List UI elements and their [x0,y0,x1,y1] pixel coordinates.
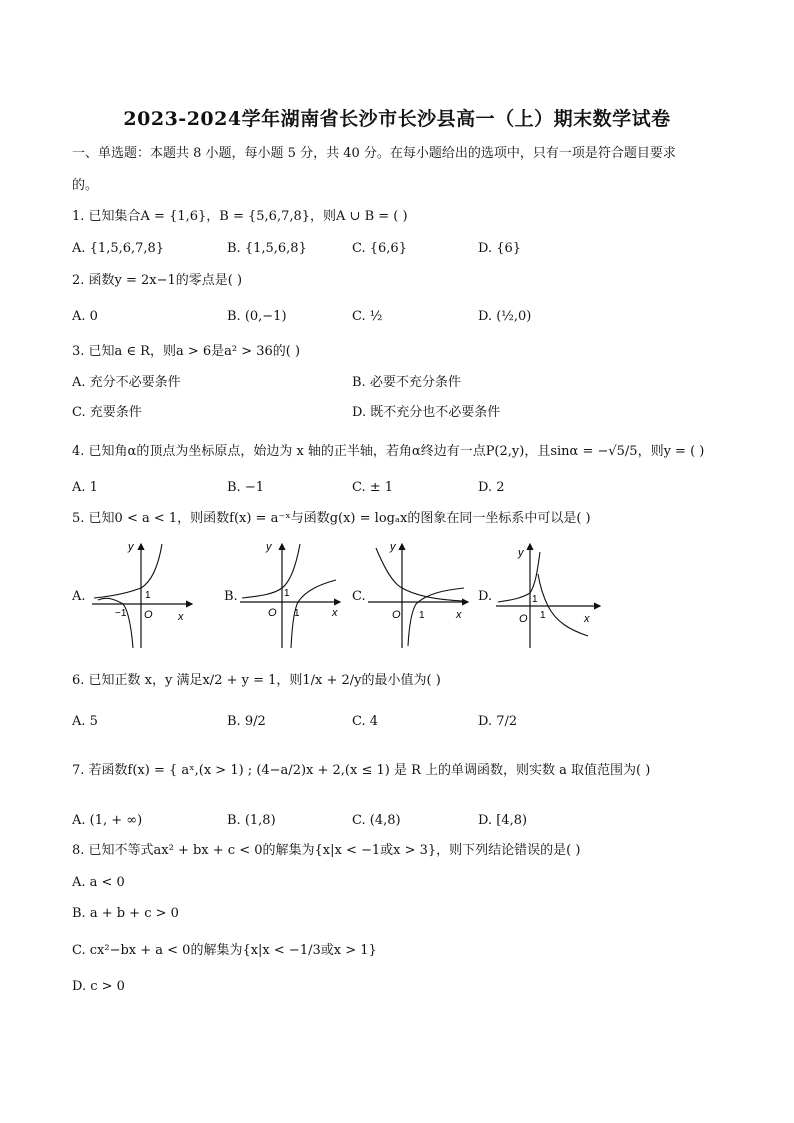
one-label: 1 [145,590,151,601]
question-8-stem: 8. 已知不等式ax² + bx + c < 0的解集为{x|x < −1或x > 3}，则下列结论错误的是( ) [72,843,581,858]
neg-one-label: −1 [115,608,127,619]
q5-graph-c [364,538,474,650]
section-heading-line2: 的。 [72,178,99,193]
q7-option-a: A. (1, + ∞) [72,813,143,828]
q4-option-b: B. −1 [227,480,264,495]
one-x-label: 1 [419,610,425,621]
q5-graph-d [492,538,606,650]
q5-graph-b [236,538,346,650]
y-label: y [266,541,272,553]
q7-option-c: C. (4,8) [352,813,401,828]
q2-option-d: D. (½,0) [478,309,532,324]
q5-option-c: C. [352,589,366,604]
q4-option-d: D. 2 [478,480,505,495]
question-2-stem: 2. 函数y = 2x−1的零点是( ) [72,273,243,288]
x-label: x [456,609,462,621]
section-heading-line1: 一、单选题：本题共 8 小题，每小题 5 分，共 40 分。在每小题给出的选项中，只有一项是符合题目要求 [72,146,676,161]
exp-curve [376,548,464,601]
q3-option-d: D. 既不充分也不必要条件 [352,405,501,420]
q3-option-c: C. 充要条件 [72,405,142,420]
q2-option-b: B. (0,−1) [227,309,287,324]
q3-option-a: A. 充分不必要条件 [72,375,181,390]
question-7-stem: 7. 若函数f(x) = { aˣ,(x > 1) ; (4−a/2)x + 2,(x ≤ 1) 是 R 上的单调函数，则实数 a 取值范围为( ) [72,763,651,778]
log-curve [98,598,133,648]
q3-option-b: B. 必要不充分条件 [352,375,461,390]
q8-option-a: A. a < 0 [72,875,125,890]
q7-option-b: B. (1,8) [227,813,276,828]
x-label: x [332,607,338,619]
q4-option-c: C. ± 1 [352,480,394,495]
one-x-label: 1 [294,608,300,619]
question-1-stem: 1. 已知集合A = {1,6}，B = {5,6,7,8}，则A ∪ B = ( ) [72,209,408,224]
q6-option-b: B. 9/2 [227,714,266,729]
question-3-stem: 3. 已知a ∈ R，则a > 6是a² > 36的( ) [72,344,301,359]
x-label: x [178,611,184,623]
q6-option-d: D. 7/2 [478,714,518,729]
origin-label: O [392,609,401,621]
y-label: y [128,541,134,553]
q5-graph-a [88,538,198,650]
q8-option-b: B. a + b + c > 0 [72,906,179,921]
q1-option-a: A. {1,5,6,7,8} [72,241,165,256]
q2-option-c: C. ½ [352,309,383,324]
log-curve [538,574,588,636]
origin-label: O [519,613,528,625]
q5-option-b: B. [224,589,238,604]
question-4-stem: 4. 已知角α的顶点为坐标原点，始边为 x 轴的正半轴，若角α终边有一点P(2,y)，且sinα = −√5/5，则y = ( ) [72,444,705,459]
q8-option-d: D. c > 0 [72,979,125,994]
q5-option-d: D. [478,589,493,604]
question-5-stem: 5. 已知0 < a < 1，则函数f(x) = a⁻ˣ与函数g(x) = logₐx的图象在同一坐标系中可以是( ) [72,511,591,526]
q1-option-c: C. {6,6} [352,241,407,256]
q4-option-a: A. 1 [72,480,98,495]
q2-option-a: A. 0 [72,309,98,324]
q7-option-d: D. [4,8) [478,813,528,828]
q6-option-c: C. 4 [352,714,379,729]
question-6-stem: 6. 已知正数 x，y 满足x/2 + y = 1，则1/x + 2/y的最小值为( ) [72,673,441,688]
page-title: 2023-2024学年湖南省长沙市长沙县高一（上）期末数学试卷 [123,108,671,130]
one-x-label: 1 [540,610,546,621]
y-label: y [390,541,396,553]
one-label: 1 [284,588,290,599]
q1-option-b: B. {1,5,6,8} [227,241,307,256]
q6-option-a: A. 5 [72,714,98,729]
one-label: 1 [532,594,538,605]
q5-option-a: A. [72,589,86,604]
q8-option-c: C. cx²−bx + a < 0的解集为{x|x < −1/3或x > 1} [72,943,377,958]
y-label: y [518,547,524,559]
origin-label: O [268,607,277,619]
origin-label: O [144,609,153,621]
x-label: x [584,613,590,625]
q1-option-d: D. {6} [478,241,522,256]
